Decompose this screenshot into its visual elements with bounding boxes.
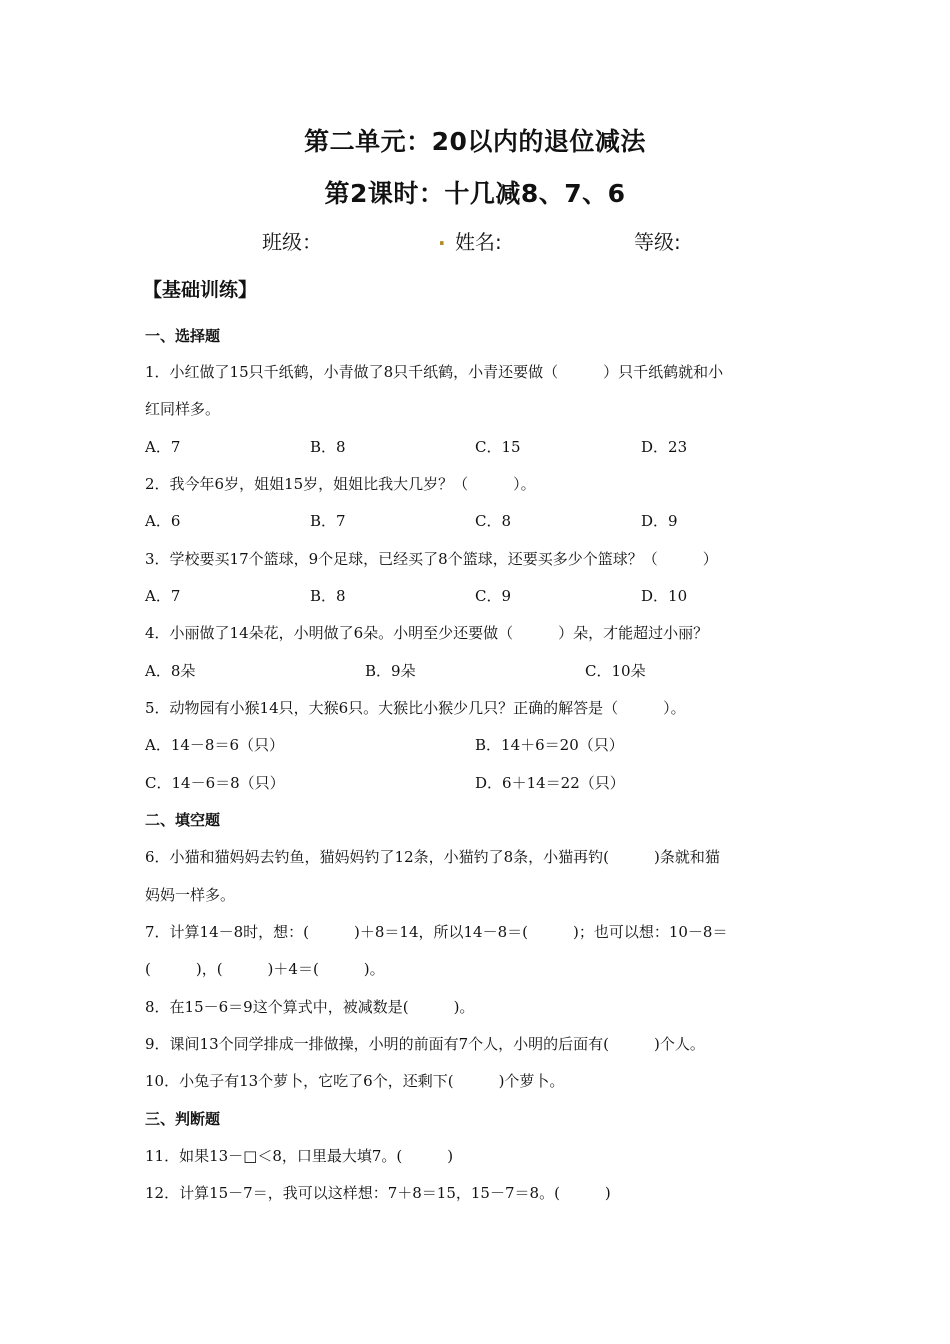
question-6-line-2: 妈妈一样多。: [145, 886, 236, 904]
question-3: 3．学校要买17个篮球，9个足球，已经买了8个篮球，还要买多少个篮球？（ ）: [145, 550, 718, 568]
question-2-option-c: C．8: [475, 512, 512, 530]
question-9: 9．课间13个同学排成一排做操，小明的前面有7个人，小明的后面有( )个人。: [145, 1035, 705, 1053]
grade-label: 等级:: [634, 230, 681, 254]
question-7-line-1: 7．计算14－8时，想：( )＋8＝14，所以14－8＝( )；也可以想：10－8＝: [145, 923, 728, 941]
class-label: 班级：: [262, 230, 322, 254]
section-judge-heading: 三、判断题: [145, 1110, 221, 1128]
question-8: 8．在15－6＝9这个算式中，被减数是( )。: [145, 998, 475, 1016]
question-1-option-a: A．7: [145, 438, 181, 456]
question-12: 12．计算15－7＝，我可以这样想：7＋8＝15，15－7＝8。( ): [145, 1184, 611, 1202]
name-label: 姓名:: [455, 230, 502, 254]
section-fill-heading: 二、填空题: [145, 811, 221, 829]
question-1-option-b: B．8: [310, 438, 346, 456]
question-2-option-d: D．9: [641, 512, 678, 530]
question-1-line-2: 红同样多。: [145, 400, 221, 418]
question-2-option-b: B．7: [310, 512, 346, 530]
question-3-option-c: C．9: [475, 587, 512, 605]
question-4-option-b: B．9朵: [365, 662, 416, 680]
question-5-option-a: A．14－8＝6（只）: [145, 736, 285, 754]
student-info-row: [0, 226, 950, 258]
question-10: 10．小兔子有13个萝卜，它吃了6个，还剩下( )个萝卜。: [145, 1072, 565, 1090]
question-1-option-d: D．23: [641, 438, 688, 456]
question-3-option-b: B．8: [310, 587, 346, 605]
separator-dot: .: [438, 226, 446, 250]
basic-training-heading: 【基础训练】: [143, 279, 258, 301]
question-4: 4．小丽做了14朵花，小明做了6朵。小明至少还要做（ ）朵，才能超过小丽？: [145, 624, 709, 642]
question-1-option-c: C．15: [475, 438, 521, 456]
question-4-option-c: C．10朵: [585, 662, 646, 680]
question-2-option-a: A．6: [145, 512, 181, 530]
question-6-line-1: 6．小猫和猫妈妈去钓鱼，猫妈妈钓了12条，小猫钓了8条，小猫再钓( )条就和猫: [145, 848, 720, 866]
question-5-option-c: C．14－6＝8（只）: [145, 774, 285, 792]
question-11: 11．如果13－□＜8，口里最大填7。( ): [145, 1147, 454, 1165]
question-5: 5．动物园有小猴14只，大猴6只。大猴比小猴少几只？正确的解答是（ ）。: [145, 699, 686, 717]
question-5-option-d: D．6＋14＝22（只）: [475, 774, 625, 792]
page-title: 第二单元：20以内的退位减法: [304, 127, 646, 156]
question-2: 2．我今年6岁，姐姐15岁，姐姐比我大几岁？（ ）。: [145, 475, 536, 493]
page-subtitle: 第2课时：十几减8、7、6: [324, 179, 626, 208]
question-1-line-1: 1．小红做了15只千纸鹤，小青做了8只千纸鹤，小青还要做（ ）只千纸鹤就和小: [145, 363, 724, 381]
question-7-line-2: ( )，( )＋4＝( )。: [145, 960, 385, 978]
question-3-option-d: D．10: [641, 587, 688, 605]
question-5-option-b: B．14＋6＝20（只）: [475, 736, 624, 754]
question-4-option-a: A．8朵: [145, 662, 196, 680]
question-3-option-a: A．7: [145, 587, 181, 605]
section-choice-heading: 一、选择题: [145, 327, 221, 345]
